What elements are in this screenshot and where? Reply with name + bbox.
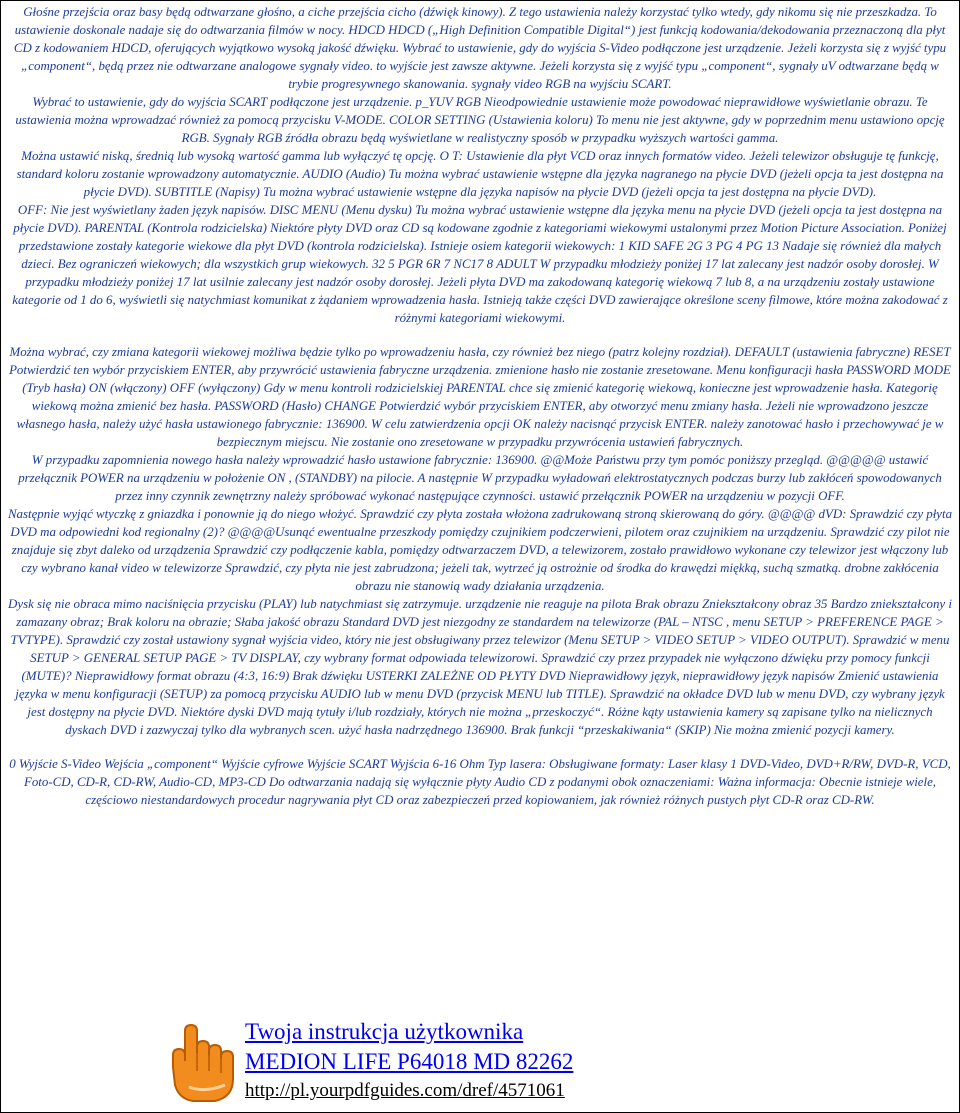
paragraph-6: W przypadku zapomnienia nowego hasła należy wprowadzić hasło ustawione fabrycznie: 136900. @@Może Państwu przy tym pomóc poniższy przegląd. @@@@@ ustawić przełącznik POWER na urządzeniu w położenie ON , (STANDBY) na pilocie. A następnie W przypadku wyładowań elektrostatycznych podczas burzy lub zakłóceń spowodowanych przez inny czynnik zewnętrzny należy spróbować wykonać następujące czynności. ustawić przełącznik POWER na urządzeniu w pozycji OFF.	[18, 453, 942, 503]
model-link[interactable]: MEDION LIFE P64018 MD 82262	[245, 1049, 574, 1074]
footer-banner	[159, 1017, 949, 1107]
source-url-link[interactable]: http://pl.yourpdfguides.com/dref/4571061	[245, 1080, 565, 1101]
paragraph-gap	[7, 739, 953, 755]
paragraph-2: Wybrać to ustawienie, gdy do wyjścia SCART podłączone jest urządzenie. p_YUV RGB Nieodpowiednie ustawienie może powodować nieprawidłowe wyświetlanie obrazu. Te ustawienia można wprowadzać również za pomocą przycisku V-MODE. COLOR SETTING (Ustawienia koloru) To menu nie jest aktywne, gdy w poprzednim menu ustawiono opcję RGB. Sygnały RGB źródła obrazu będą wyświetlane w realistyczny sposób w przypadku wyższych wartości gamma.	[15, 95, 945, 145]
paragraph-4: OFF: Nie jest wyświetlany żaden język napisów. DISC MENU (Menu dysku) Tu można wybrać ustawienie wstępne dla języka menu na płycie DVD (jeżeli opcja ta jest dostępna na płycie DVD). PARENTAL (Kontrola rodzicielska) Niektóre płyty DVD oraz CD są kodowane zgodnie z kategoriami wiekowymi ustalonymi przez Motion Picture Association. Poniżej przedstawione zostały kategorie wiekowe dla płyt DVD (kontrola rodzicielska). Istnieje osiem kategorii wiekowych: 1 KID SAFE 2G 3 PG 4 PG 13 Nadaje się również dla małych dzieci. Bez ograniczeń wiekowych; dla wszystkich grup wiekowych. 32 5 PGR 6R 7 NC17 8 ADULT W przypadku młodzieży poniżej 17 lat zalecany jest nadzór osoby dorosłej. W przypadku młodzieży poniżej 17 lat usilnie zalecany jest nadzór osoby dorosłej. Jeżeli płyta DVD ma zakodowaną kategorię wiekową 7 lub 8, a na urządzeniu zostały ustawione kategorie od 1 do 6, wyświetli się natychmiast komunikat z żądaniem wprowadzenia hasła. Istnieją także części DVD zawierające określone sceny filmowe, które można zakodować z różnymi kategoriami wiekowymi.	[12, 203, 948, 325]
footer-links	[245, 1017, 573, 1105]
paragraph-gap	[7, 327, 953, 343]
paragraph-7: Następnie wyjąć wtyczkę z gniazdka i ponownie ją do niego włożyć. Sprawdzić czy płyta została włożona zadrukowaną stroną skierowaną do góry. @@@@ dVD: Sprawdzić czy płyta DVD ma odpowiedni kod regionalny (2)? @@@@Usunąć ewentualne przeszkody pomiędzy czujnikiem podczerwieni, pilotem oraz czujnikiem na urządzeniu. Sprawdzić czy pilot nie znajduje się zbyt daleko od urządzenia Sprawdzić czy podłączenie kabla, pomiędzy odtwarzaczem DVD, a telewizorem, zostało prawidłowo wykonane czy telewizor jest włączony lub czy wybrano kanał video w telewizorze Sprawdzić, czy płyta nie jest zabrudzona; jeżeli tak, wytrzeć ją ostrożnie od środka do krawędzi miękką, suchą szmatką. drobne zakłócenia obrazu nie stanowią wady działania urządzenia.	[7, 507, 953, 593]
paragraph-5: Można wybrać, czy zmiana kategorii wiekowej możliwa będzie tylko po wprowadzeniu hasła, czy również bez niego (patrz kolejny rozdział). DEFAULT (ustawienia fabryczne) RESET Potwierdzić ten wybór przyciskiem ENTER, aby przywrócić ustawienia fabryczne urządzenia. zmienione hasło nie zostanie zresetowane. Menu konfiguracji hasła PASSWORD MODE (Tryb hasła) ON (włączony) OFF (wyłączony) Gdy w menu kontroli rodzicielskiej PARENTAL chce się zmienić kategorię wiekową, konieczne jest wprowadzenie hasła. Kategorię wiekową można zmienić bez hasła. PASSWORD (Hasło) CHANGE Potwierdzić wybór przyciskiem ENTER, aby otworzyć menu zmiany hasła. Jeżeli nie wprowadzono jeszcze własnego hasła, należy użyć hasła ustawionego fabrycznie: 136900. W celu zatwierdzenia opcji OK należy nacisnąć przycisk ENTER. należy zanotować hasło i przechowywać je w bezpiecznym miejscu. Nie zostanie ono zresetowane w przypadku przywrócenia ustawień fabrycznych.	[9, 345, 951, 449]
paragraph-9: 0 Wyjście S-Video Wejścia „component“ Wyjście cyfrowe Wyjście SCART Wyjścia 6-16 Ohm Typ lasera: Obsługiwane formaty: Laser klasy 1 DVD-Video, DVD+R/RW, DVD-R, VCD, Foto-CD, CD-R, CD-RW, Audio-CD, MP3-CD Do odtwarzania nadają się wyłącznie płyty Audio CD z podanymi obok oznaczeniami: Ważna informacja: Obecnie istnieje wiele, częściowo niestandardowych procedur nagrywania płyt CD oraz zabezpieczeń przed kopiowaniem, jak również różnych pustych płyt CD-R oraz CD-RW.	[9, 757, 951, 807]
document-body	[7, 3, 953, 809]
paragraph-8: Dysk się nie obraca mimo naciśnięcia przycisku (PLAY) lub natychmiast się zatrzymuje. urządzenie nie reaguje na pilota Brak obrazu Zniekształcony obraz 35 Bardzo zniekształcony i zamazany obraz; Brak koloru na obrazie; Słaba jakość obrazu Standard DVD jest niezgodny ze standardem na telewizorze (PAL – NTSC , menu SETUP > PREFERENCE PAGE > TVTYPE). Sprawdzić czy został ustawiony sygnał wyjścia video, który nie jest obsługiwany przez telewizor (Menu SETUP > VIDEO SETUP > VIDEO OUTPUT). Sprawdzić w menu SETUP > GENERAL SETUP PAGE > TV DISPLAY, czy wybrany format odpowiada telewizorowi. Sprawdzić czy przez przypadek nie wyłączono dźwięku przy pomocy funkcji (MUTE)? Nieprawidłowy format obrazu (4:3, 16:9) Brak dźwięku USTERKI ZALEŻNE OD PŁYTY DVD Nieprawidłowy język, nieprawidłowy język napisów Zmienić ustawienia języka w menu konfiguracji (SETUP) za pomocą przycisku AUDIO lub w menu DVD (przycisk MENU lub TITLE). Sprawdzić na okładce DVD lub w menu DVD, czy wybrany język jest dostępny na płycie DVD. Niektóre dyski DVD mają tytuły i/lub rozdziały, których nie można „przeskoczyć“. Różne kąty ustawienia kamery są zapisane tylko na nielicznych dyskach DVD i zazwyczaj tylko dla wybranych scen. użyć hasła nadrzędnego 136900. Brak funkcji “przeskakiwania“ (SKIP) Nie można zmienić pozycji kamery.	[8, 597, 952, 737]
hand-pointer-icon	[159, 1017, 241, 1105]
paragraph-1: Głośne przejścia oraz basy będą odtwarzane głośno, a ciche przejścia cicho (dźwięk kinowy). Z tego ustawienia należy korzystać tylko wtedy, gdy nikomu się nie przeszkadza. To ustawienie doskonale nadaje się do odtwarzania filmów w nocy. HDCD HDCD („High Definition Compatible Digital“) jest funkcją kodowania/dekodowania przeznaczoną dla płyt CD z kodowaniem HDCD, oferujących wyjątkowo wysoką jakość dźwięku. Wybrać to ustawienie, gdy do wyjścia S-Video podłączone jest urządzenie. Jeżeli korzysta się z wyjść typu „component“, będą przez nie odtwarzane analogowe sygnały video. to wyjście jest zawsze aktywne. Jeżeli korzysta się z wyjść typu „component“, sygnały uV odtwarzane będą w trybie progresywnego skanowania. sygnały video RGB na wyjściu SCART.	[13, 5, 947, 91]
paragraph-3: Można ustawić niską, średnią lub wysoką wartość gamma lub wyłączyć tę opcję. O T: Ustawienie dla płyt VCD oraz innych formatów video. Jeżeli telewizor obsługuje tę funkcję, standard koloru zostanie wprowadzony automatycznie. AUDIO (Audio) Tu można wybrać ustawienie wstępne dla języka nagranego na płycie DVD (jeżeli opcja ta jest dostępna na płycie DVD). SUBTITLE (Napisy) Tu można wybrać ustawienie wstępne dla języka napisów na płycie DVD (jeżeli opcja ta jest dostępna na płycie DVD).	[16, 149, 944, 199]
manual-title-link[interactable]: Twoja instrukcja użytkownika	[245, 1019, 524, 1044]
